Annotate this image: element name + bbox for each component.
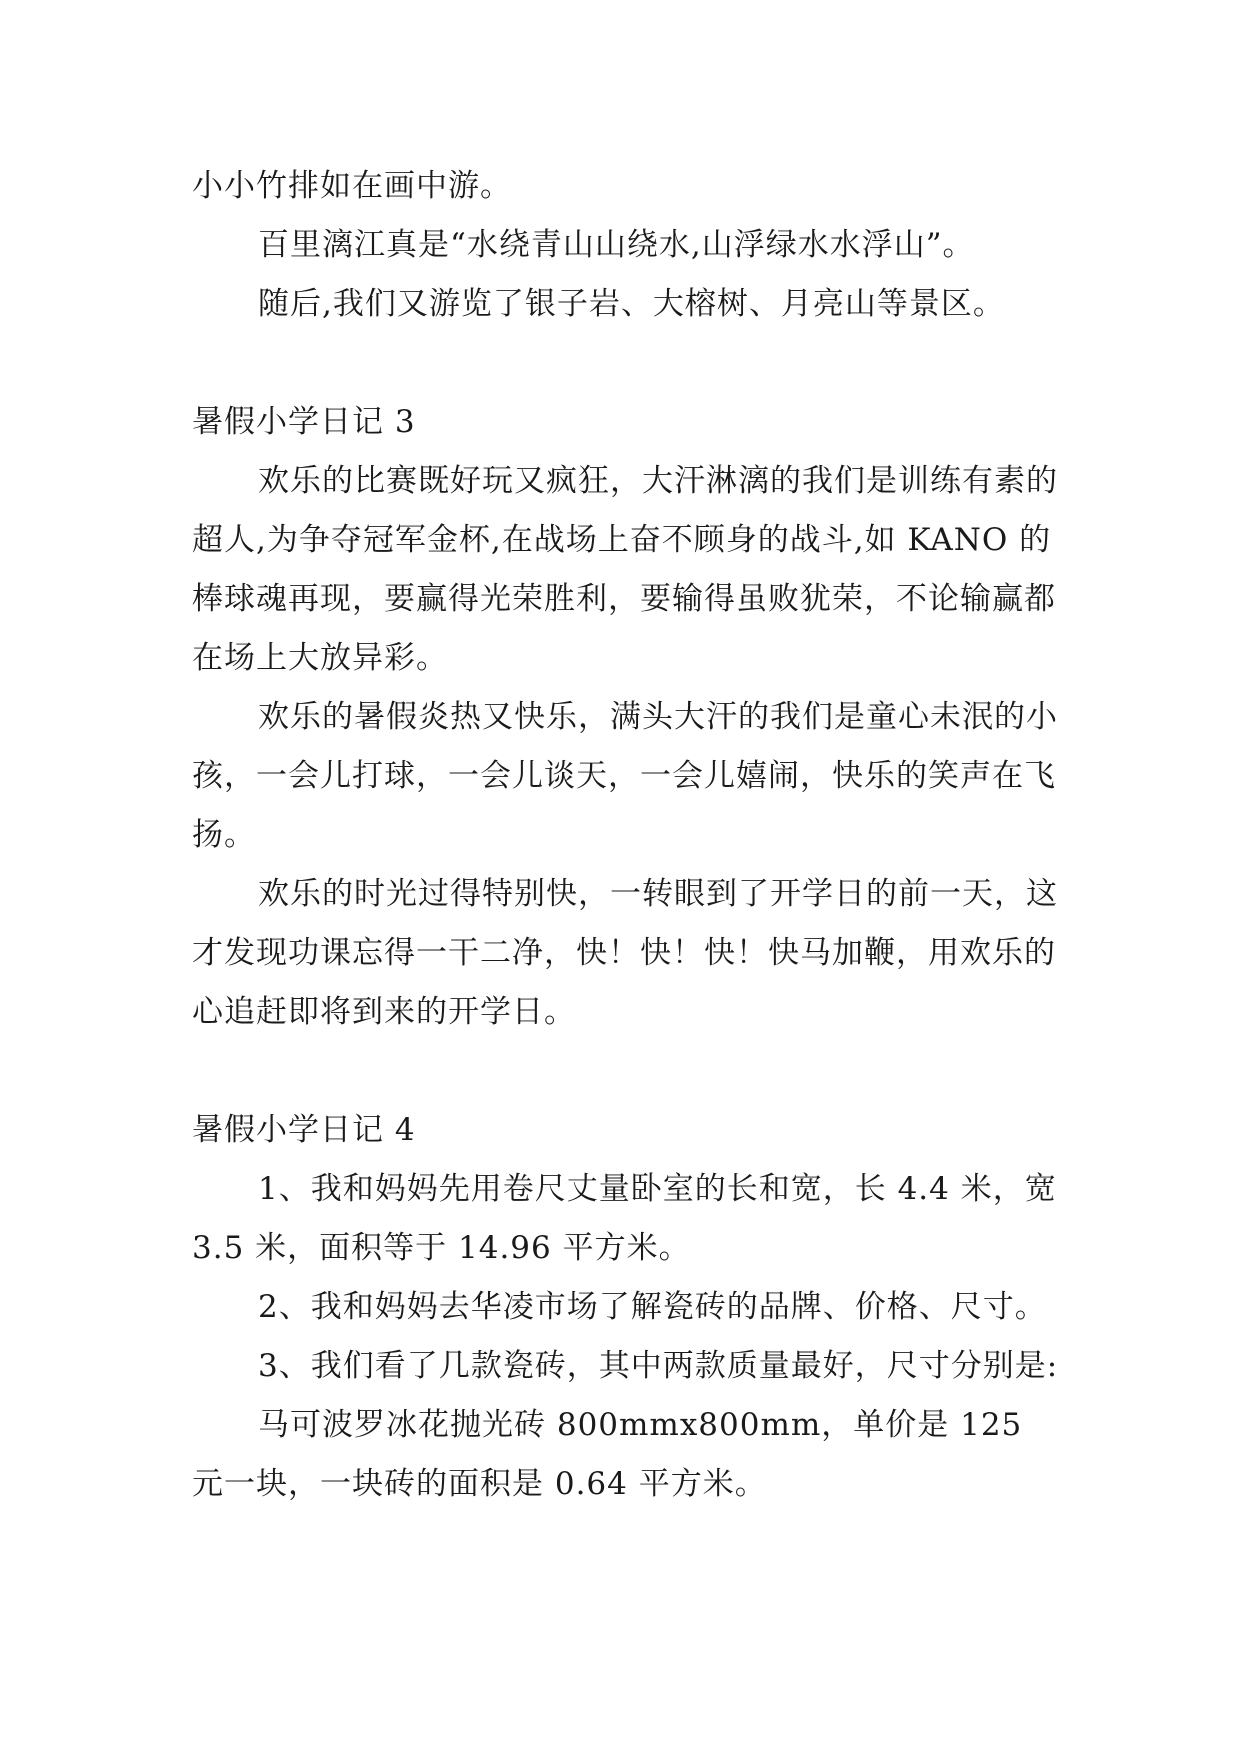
body-line: 小小竹排如在画中游。 xyxy=(192,168,512,204)
document-body xyxy=(192,157,1060,1514)
body-paragraph: 欢乐的时光过得特别快，一转眼到了开学日的前一天，这才发现功课忘得一干二净，快！快！快！快马加鞭，用欢乐的心追赶即将到来的开学日。 xyxy=(192,876,1058,1030)
section-heading-4: 暑假小学日记 4 xyxy=(192,1112,416,1148)
body-paragraph: 欢乐的暑假炎热又快乐，满头大汗的我们是童心未泯的小孩，一会儿打球，一会儿谈天，一会儿嬉闹，快乐的笑声在飞扬。 xyxy=(192,699,1058,853)
body-paragraph: 马可波罗冰花抛光砖 800mmx800mm，单价是 125 元一块，一块砖的面积是 0.64 平方米。 xyxy=(192,1407,1023,1502)
section-heading-3: 暑假小学日记 3 xyxy=(192,404,416,440)
body-paragraph: 随后,我们又游览了银子岩、大榕树、月亮山等景区。 xyxy=(258,286,1005,322)
body-paragraph: 2、我和妈妈去华凌市场了解瓷砖的品牌、价格、尺寸。 xyxy=(258,1289,1047,1325)
body-paragraph: 欢乐的比赛既好玩又疯狂，大汗淋漓的我们是训练有素的超人,为争夺冠军金杯,在战场上奋不顾身的战斗,如 KANO 的棒球魂再现，要赢得光荣胜利，要输得虽败犹荣，不论输赢都在场上大放异彩。 xyxy=(192,463,1058,676)
body-paragraph: 3、我们看了几款瓷砖，其中两款质量最好，尺寸分别是: xyxy=(258,1348,1059,1384)
body-paragraph: 1、我和妈妈先用卷尺丈量卧室的长和宽，长 4.4 米，宽 3.5 米，面积等于 14.96 平方米。 xyxy=(192,1171,1057,1266)
body-paragraph: 百里漓江真是“水绕青山山绕水,山浮绿水水浮山”。 xyxy=(258,227,975,263)
